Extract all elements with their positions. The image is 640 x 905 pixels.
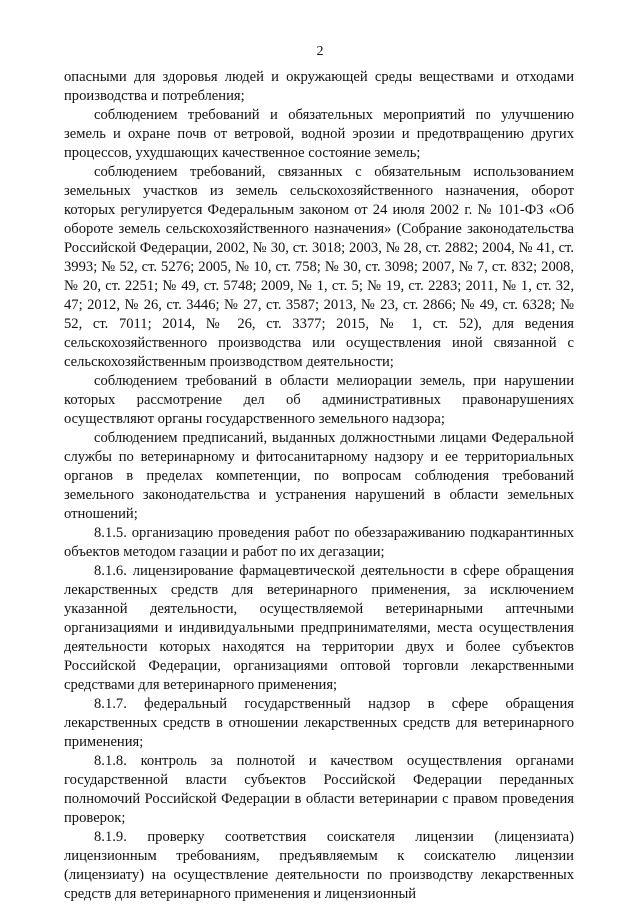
paragraph: 8.1.9. проверку соответствия соискателя лицензии (лицензиата) лицензионным требованиям, предъявляемым к соискателю лицензии (лицензиату) на осуществление деятельности по производству лекарственных средств для ветеринарного применения и лицензионный: [64, 829, 574, 902]
paragraph: соблюдением предписаний, выданных должностными лицами Федеральной службы по ветеринарному и фитосанитарному надзору и ее территориальных органов в пределах компетенции, по вопросам соблюдения требований земельного законодательства и устранения нарушений в области земельных отношений;: [64, 430, 574, 522]
paragraph: соблюдением требований в области мелиорации земель, при нарушении которых рассмотрение дел об административных правонарушениях осуществляют органы государственного земельного надзора;: [64, 373, 574, 427]
document-body: [64, 68, 574, 904]
paragraph: соблюдением требований и обязательных мероприятий по улучшению земель и охране почв от ветровой, водной эрозии и предотвращению других процессов, ухудшающих качественное состояние земель;: [64, 107, 574, 161]
paragraph: 8.1.6. лицензирование фармацевтической деятельности в сфере обращения лекарственных средств для ветеринарного применения, за исключением указанной деятельности, осуществляемой ветеринарными аптечными организациями и индивидуальными предпринимателями, места осуществления деятельности которых находятся на территории двух и более субъектов Российской Федерации, организациями оптовой торговли лекарственными средствами для ветеринарного применения;: [64, 563, 574, 693]
page-number: 2: [316, 44, 324, 59]
paragraph: опасными для здоровья людей и окружающей среды веществами и отходами производства и потребления;: [64, 69, 574, 104]
paragraph: 8.1.5. организацию проведения работ по обеззараживанию подкарантинных объектов методом газации и работ по их дегазации;: [64, 525, 574, 560]
paragraph: 8.1.8. контроль за полнотой и качеством осуществления органами государственной власти субъектов Российской Федерации переданных полномочий Российской Федерации в области ветеринарии с правом проведения проверок;: [64, 753, 574, 826]
paragraph: соблюдением требований, связанных с обязательным использованием земельных участков из земель сельскохозяйственного назначения, оборот которых регулируется Федеральным законом от 24 июля 2002 г. № 101-ФЗ «Об обороте земель сельскохозяйственного назначения» (Собрание законодательства Российской Федерации, 2002, № 30, ст. 3018; 2003, № 28, ст. 2882; 2004, № 41, ст. 3993; № 52, ст. 5276; 2005, № 10, ст. 758; № 30, ст. 3098; 2007, № 7, ст. 832; 2008, № 20, ст. 2251; № 49, ст. 5748; 2009, № 1, ст. 5; № 19, ст. 2283; 2011, № 1, ст. 32, 47; 2012, № 26, ст. 3446; № 27, ст. 3587; 2013, № 23, ст. 2866; № 49, ст. 6328; № 52, ст. 7011; 2014, № 26, ст. 3377; 2015, № 1, ст. 52), для ведения сельскохозяйственного производства или осуществления иной связанной с сельскохозяйственным производством деятельности;: [64, 164, 574, 370]
paragraph: 8.1.7. федеральный государственный надзор в сфере обращения лекарственных средств в отношении лекарственных средств для ветеринарного применения;: [64, 696, 574, 750]
